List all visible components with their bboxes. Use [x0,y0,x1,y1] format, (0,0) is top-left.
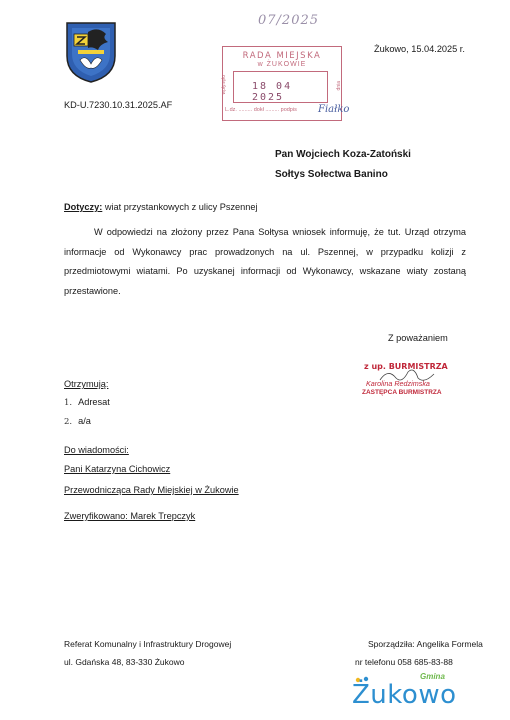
stamp-side-label: wpłynęło [221,75,227,95]
subject-line [64,203,258,212]
logo-gmina-label: Gmina [420,672,445,681]
stamp-date-box [233,71,328,103]
coat-of-arms-icon [64,20,118,84]
footer-prepared-by: Sporządziła: Angelika Formela [368,639,483,649]
recipients-heading: Otrzymują: [64,379,109,389]
handwritten-registration-number: 07/2025 [258,13,320,28]
recipient-label: Adresat [78,397,110,407]
signature-stamp-position: ZASTĘPCA BURMISTRZA [362,389,442,396]
closing-greeting: Z poważaniem [388,333,448,343]
letter-body [64,223,466,301]
recipient-item [64,397,110,408]
for-information-name: Pani Katarzyna Cichowicz [64,464,171,474]
stamp-subtitle: w ŻUKOWIE [257,61,307,68]
letter-body-text: W odpowiedzi na złożony przez Pana Sołtysa wniosek informuję, że tut. Urząd otrzyma informacje od Wykonawcy prac prowadzonych na ul. Pszennej, w przypadku kolizji z przedmiotowymi wiatami. Po uzyskanej informacji od Wykonawcy, wskazane wiaty zostaną przestawione. [64,227,466,296]
stamp-date: 18 04 2025 [252,81,293,103]
stamp-handwritten-signature: Fiałko [318,104,350,115]
verified-by: Zweryfikowano: Marek Trepczyk [64,511,196,521]
footer-phone: nr telefonu 058 685-83-88 [355,657,453,667]
subject-label: Dotyczy: [64,202,103,212]
recipient-item [64,416,91,427]
stamp-side-label-right: dnia [336,81,342,91]
for-information-title: Przewodnicząca Rady Miejskiej w Żukowie [64,485,239,495]
stamp-bottom-line: L.dz. ......... dokł ......... podpis [225,107,297,113]
addressee-name: Pan Wojciech Koza-Zatoński [275,149,411,160]
for-information-heading: Do wiadomości: [64,445,129,455]
signature-stamp-name: Karolina Redzimska [366,379,430,388]
subject-text: wiat przystankowych z ulicy Pszennej [102,202,258,212]
footer-address: ul. Gdańska 48, 83-330 Żukowo [64,657,185,667]
recipient-number: 2. [64,417,73,427]
signature-stamp-line1: z up. BURMISTRZA [364,362,448,371]
addressee-title: Sołtys Sołectwa Banino [275,169,388,180]
place-and-date: Żukowo, 15.04.2025 r. [374,44,465,54]
reference-number: KD-U.7230.10.31.2025.AF [64,100,173,110]
recipient-number: 1. [64,398,73,408]
municipality-logo: Żukowo [352,680,457,710]
deputy-mayor-signature-stamp [348,362,468,408]
stamp-title: RADA MIEJSKA [242,51,322,61]
recipient-label: a/a [78,416,91,426]
footer-department: Referat Komunalny i Infrastruktury Drogowej [64,639,232,649]
